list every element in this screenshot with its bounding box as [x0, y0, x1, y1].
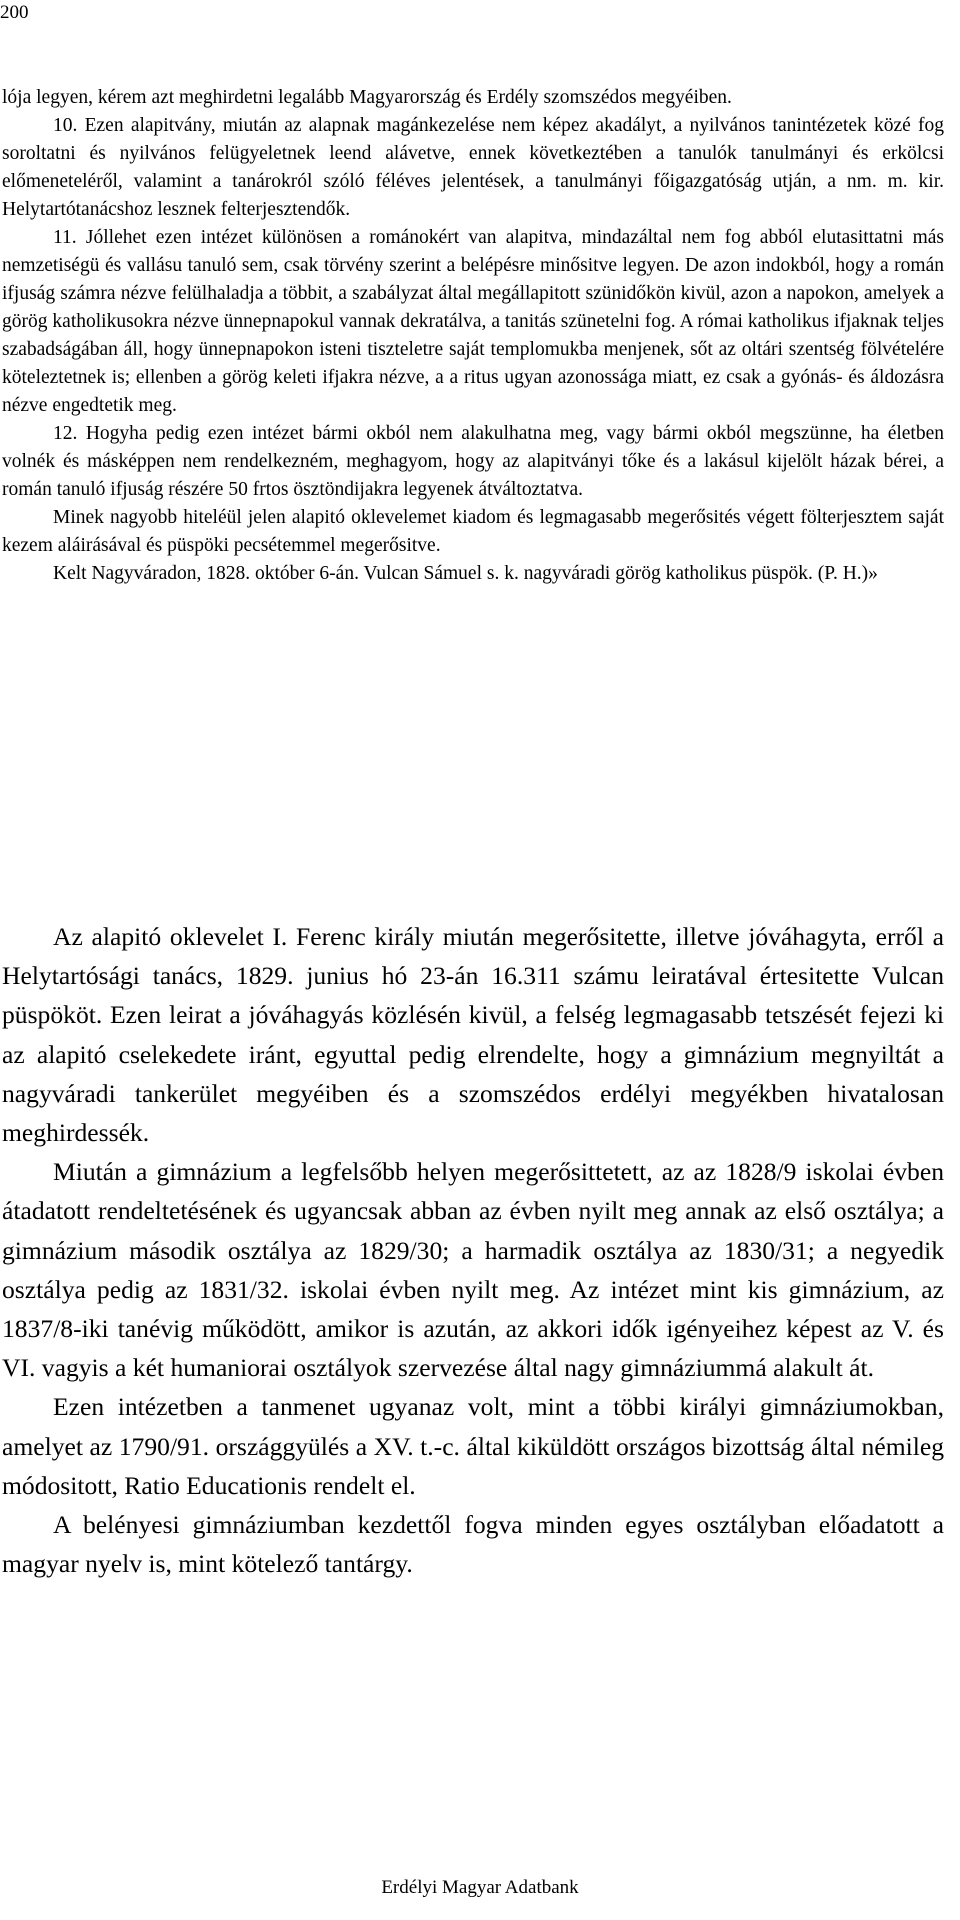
body-paragraph: A belényesi gimnáziumban kezdettől fogva minden egyes osztályban előadatott a magyar nyelv is, mint kötelező tantárgy.: [2, 1510, 944, 1579]
page-footer: Erdélyi Magyar Adatbank: [381, 1877, 579, 1898]
body-paragraph: Ezen intézetben a tanmenet ugyanaz volt, mint a többi királyi gimnáziumokban, amelyet az 1790/91. országgyülés a XV. t.-c. által kiküldött országos bizottság által némileg módositott, Ratio Educationis rendelt el.: [2, 1392, 944, 1500]
quote-paragraph: 10. Ezen alapitvány, miután az alapnak magánkezelése nem képez akadályt, a nyilvános tanintézetek közé fog soroltatni és nyilvános felügyeletnek leend alávetve, ennek következtében a tanulók tanulmányi és erkölcsi előmeneteléről, valamint a tanárokról szóló féléves jelentések, a tanulmányi főigazgatóság utján, a nm. m. kir. Helytartótanácshoz lesznek felterjesztendők.: [2, 115, 944, 220]
body-paragraph: Miután a gimnázium a legfelsőbb helyen megerősittetett, az az 1828/9 iskolai évben átadatott rendeltetésének és ugyancsak abban az évben nyilt meg annak az első osztálya; a gimnázium második osztálya az 1829/30; a harmadik osztálya az 1830/31; a negyedik osztálya pedig az 1831/32. iskolai évben nyilt meg. Az intézet mint kis gimnázium, az 1837/8-iki tanévig működött, amikor is azután, az akkori idők igényeihez képest az V. és VI. vagyis a két humaniorai osztályok szervezése által nagy gimnáziummá alakult át.: [2, 1157, 944, 1383]
quote-paragraph: 12. Hogyha pedig ezen intézet bármi okból nem alakulhatna meg, vagy bármi okból megszünne, ha életben volnék és másképpen nem rendelkezném, meghagyom, hogy az alapitványi tőke és a lakásul kijelölt házak bérei, a román tanuló ifjuság részére 50 frtos ösztöndijakra legyenek átváltoztatva.: [2, 423, 944, 500]
main-body-text: [2, 917, 944, 1583]
page-number: 200: [0, 2, 29, 23]
quote-paragraph: Minek nagyobb hiteléül jelen alapitó oklevelemet kiadom és legmagasabb megerősités végett fölterjesztem saját kezem aláirásával és püspöki pecsétemmel megerősitve.: [2, 507, 944, 556]
quoted-charter-text: [2, 84, 944, 588]
quote-paragraph: lója legyen, kérem azt meghirdetni legalább Magyarország és Erdély szomszédos megyéiben.: [2, 87, 732, 108]
quote-paragraph: Kelt Nagyváradon, 1828. október 6-án. Vulcan Sámuel s. k. nagyváradi görög katholikus püspök. (P. H.)»: [53, 563, 878, 584]
quote-paragraph: 11. Jóllehet ezen intézet különösen a románokért van alapitva, mindazáltal nem fog abból elutasittatni más nemzetiségü és vallásu tanuló sem, csak törvény szerint a belépésre minősitve legyen. De azon indokból, hogy a román ifjuság számra nézve felülhaladja a többit, a szabályzat által megállapitott szünidőkön kivül, azon a napokon, amelyek a görög katholikusokra nézve ünnepnapokul vannak dekratálva, a tanitás szünetelni fog. A római katholikus ifjaknak teljes szabadságában áll, hogy ünnepnapokon isteni tiszteletre saját templomukba menjenek, sőt az oltári szentség fölvételére köteleztetnek is; ellenben a görög keleti ifjakra nézve, a a ritus ugyan azonossága miatt, ez csak a gyónás- és áldozásra nézve engedtetik meg.: [2, 227, 944, 416]
body-paragraph: Az alapitó oklevelet I. Ferenc király miután megerősitette, illetve jóváhagyta, erről a Helytartósági tanács, 1829. junius hó 23-án 16.311 számu leiratával értesitette Vulcan püspököt. Ezen leirat a jóváhagyás közlésén kivül, a felség legmagasabb tetszését fejezi ki az alapitó cselekedete iránt, egyuttal pedig elrendelte, hogy a gimnázium megnyiltát a nagyváradi tankerület megyéiben és a szomszédos erdélyi megyékben hivatalosan meghirdessék.: [2, 922, 944, 1148]
